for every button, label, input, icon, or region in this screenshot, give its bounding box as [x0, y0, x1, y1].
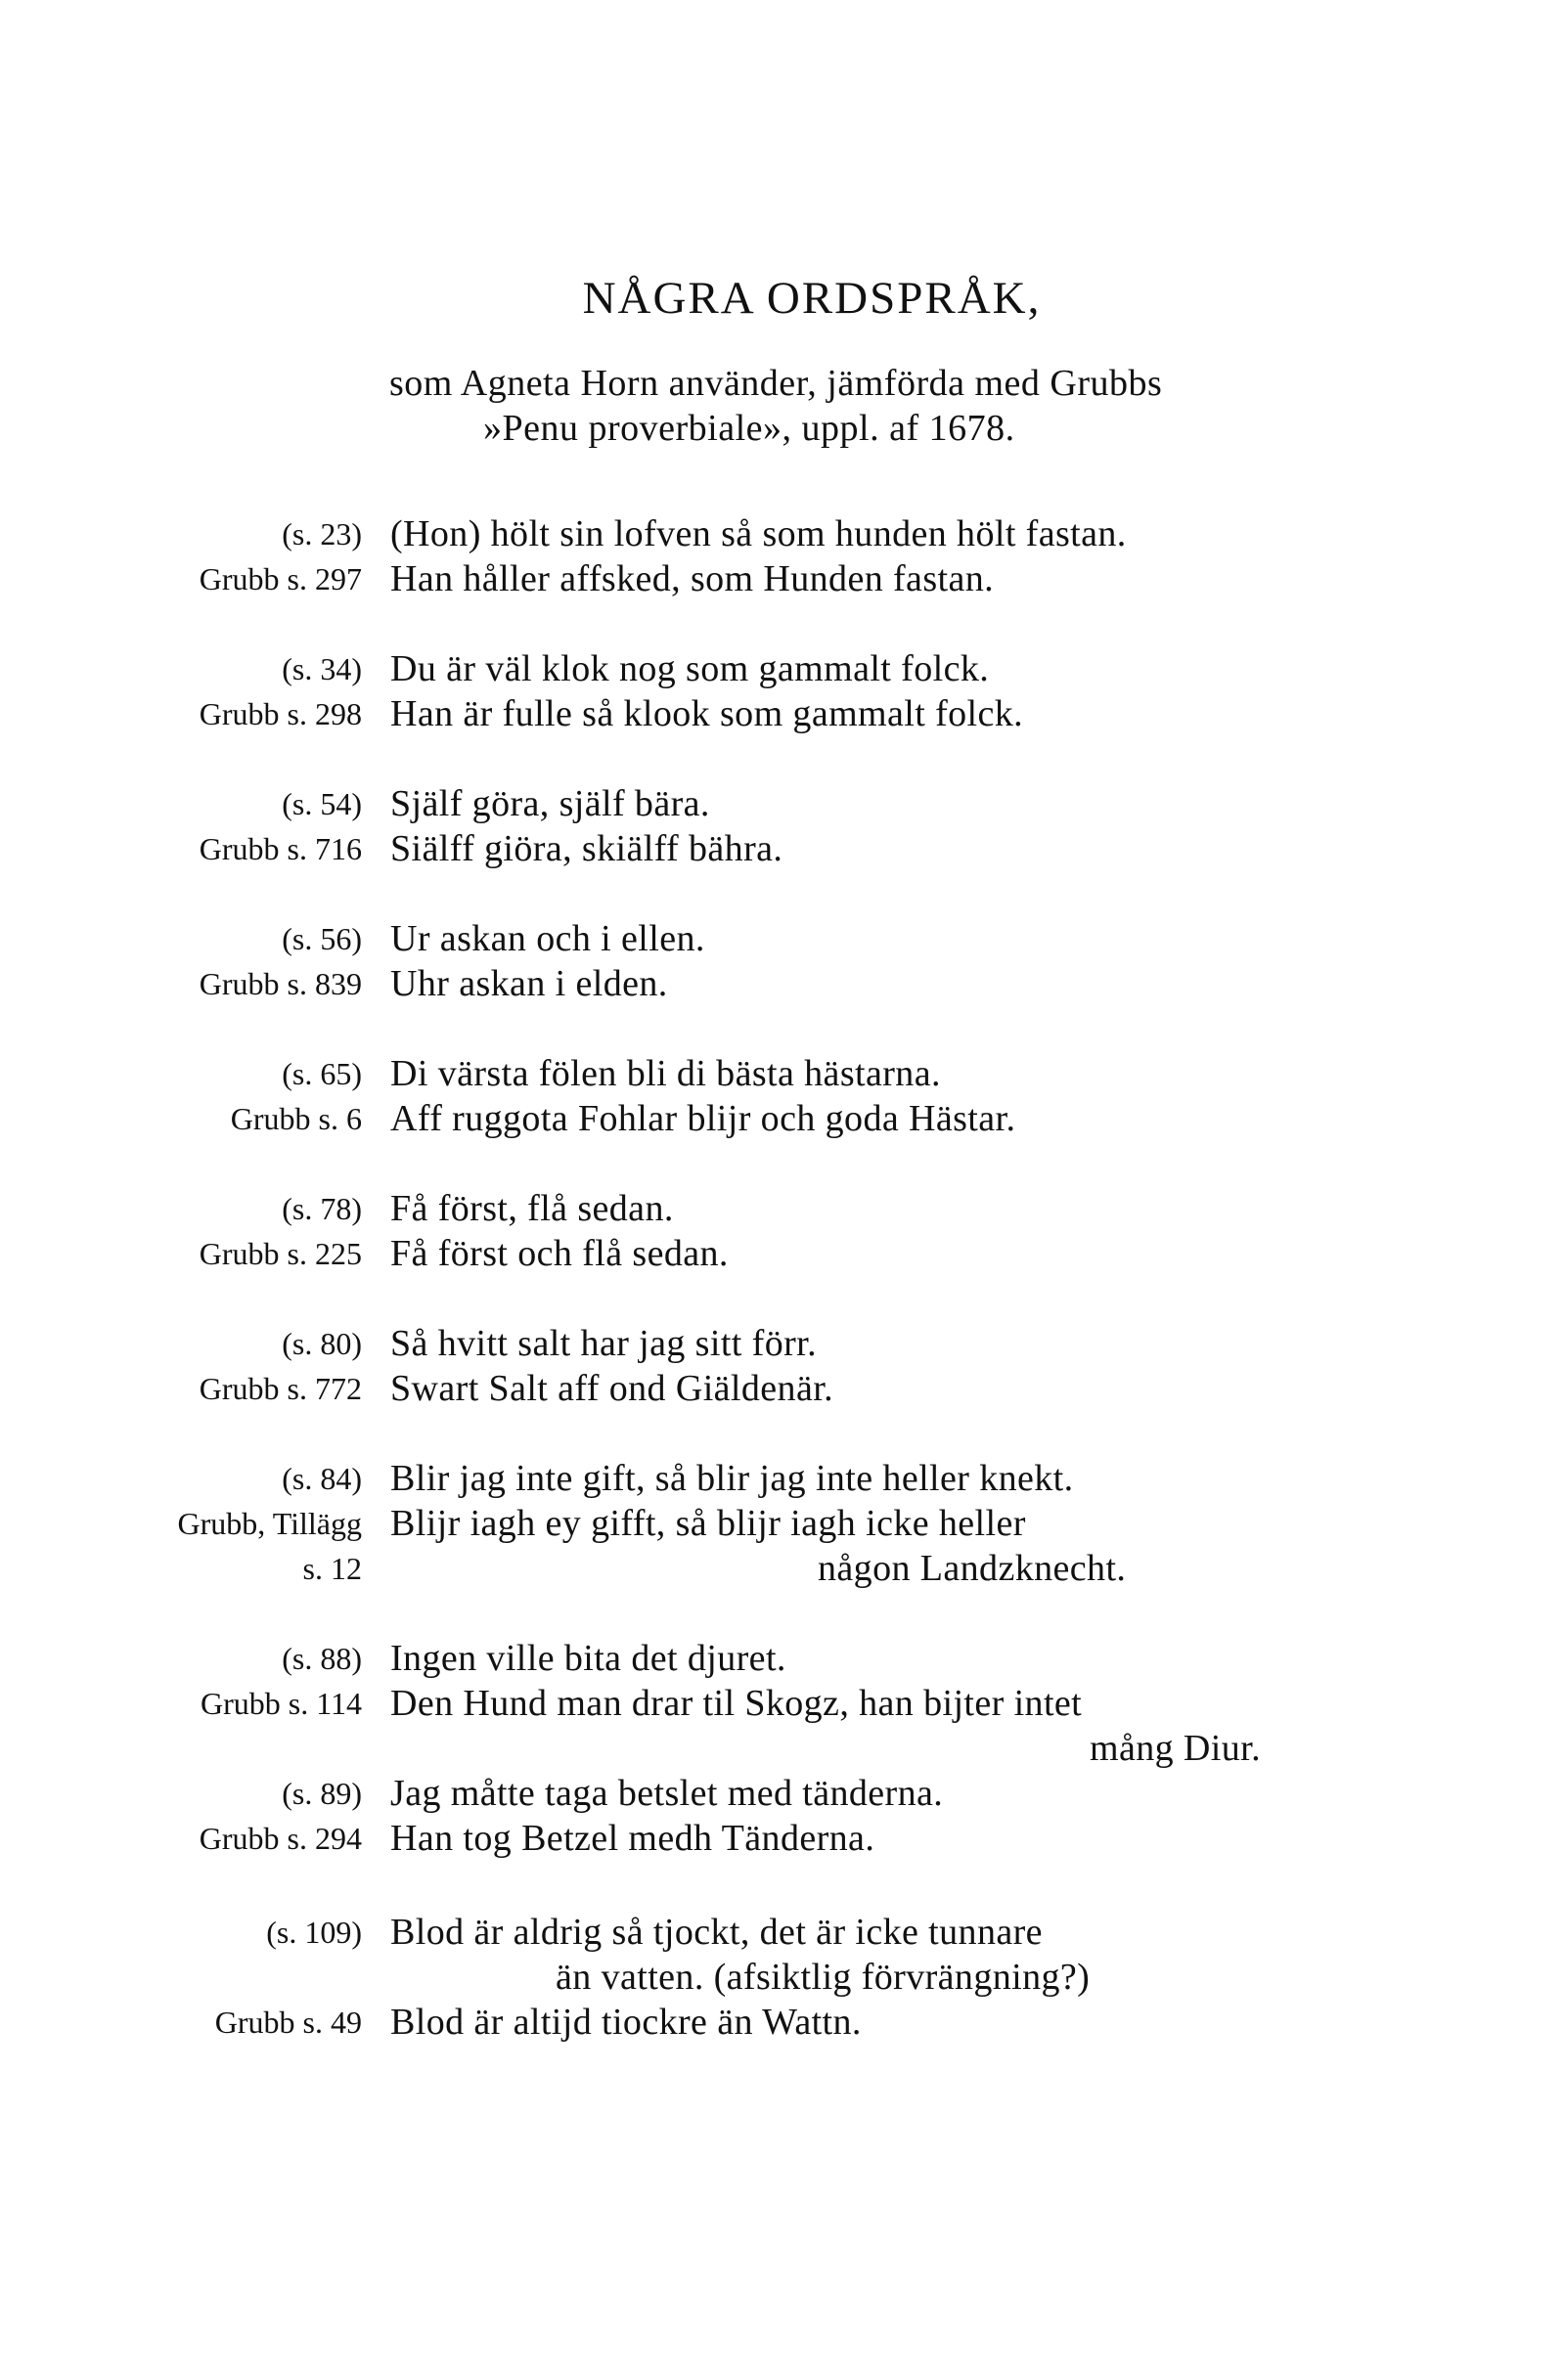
proverb-row [0, 648, 1565, 696]
proverb-text-continued: än vatten. (afsiktlig förvrängning?) [556, 1957, 1091, 1998]
source-reference: (s. 78) [282, 1191, 362, 1226]
source-reference: Grubb s. 716 [199, 831, 362, 866]
proverb-text-continued: mång Diur. [1090, 1728, 1261, 1769]
page-title: NÅGRA ORDSPRÅK, [582, 273, 1042, 324]
source-reference: (s. 88) [282, 1641, 362, 1676]
source-reference: Grubb s. 298 [199, 696, 362, 731]
source-reference: (s. 54) [282, 786, 362, 821]
proverb-text: Ingen ville bita det djuret. [390, 1638, 786, 1679]
source-reference: Grubb s. 49 [214, 2005, 362, 2040]
source-reference: (s. 109) [266, 1915, 362, 1950]
source-reference: (s. 23) [282, 516, 362, 551]
proverb-row [0, 1323, 1565, 1371]
source-reference: (s. 80) [282, 1326, 362, 1361]
proverb-row [0, 1683, 1565, 1731]
subtitle-line-1: som Agneta Horn använder, jämförda med Grubbs [389, 363, 1163, 404]
source-reference: s. 12 [302, 1551, 362, 1586]
proverb-text: Få först, flå sedan. [390, 1188, 674, 1229]
proverb-row [0, 963, 1565, 1011]
proverb-text: Du är väl klok nog som gammalt folck. [390, 648, 990, 689]
source-reference: Grubb s. 6 [230, 1101, 362, 1136]
proverb-row [0, 1053, 1565, 1101]
proverb-text: Blod är aldrig så tjockt, det är icke tunnare [390, 1912, 1043, 1953]
proverb-text: Aff ruggota Fohlar blijr och goda Hästar. [390, 1098, 1016, 1139]
proverb-text: Han är fulle så klook som gammalt folck. [390, 693, 1024, 734]
proverb-row [0, 2002, 1565, 2049]
proverb-row [0, 1638, 1565, 1686]
source-reference: Grubb s. 294 [199, 1821, 362, 1856]
proverb-row [0, 918, 1565, 966]
proverb-row [0, 513, 1565, 561]
source-reference: Grubb s. 225 [199, 1236, 362, 1271]
proverb-row [0, 1773, 1565, 1821]
proverb-text: Di värsta fölen bli di bästa hästarna. [390, 1053, 941, 1094]
proverb-text: Så hvitt salt har jag sitt förr. [390, 1323, 818, 1364]
source-reference: Grubb s. 114 [200, 1686, 362, 1721]
proverb-text: Den Hund man drar til Skogz, han bijter intet [390, 1683, 1083, 1724]
proverb-text-continued: någon Landzknecht. [818, 1548, 1127, 1589]
source-reference: (s. 89) [282, 1776, 362, 1811]
proverb-row [0, 1957, 1565, 2005]
proverb-row [0, 1818, 1565, 1866]
proverb-row [0, 1188, 1565, 1236]
source-reference: (s. 56) [282, 921, 362, 956]
proverb-row [0, 1912, 1565, 1960]
proverb-row [0, 693, 1565, 741]
subtitle-line-2: »Penu proverbiale», uppl. af 1678. [483, 408, 1015, 449]
source-reference: (s. 34) [282, 651, 362, 686]
proverb-row [0, 1233, 1565, 1281]
proverb-text: Blod är altijd tiockre än Wattn. [390, 2002, 862, 2043]
proverb-row [0, 1548, 1565, 1596]
proverb-row [0, 1458, 1565, 1506]
proverb-text: Swart Salt aff ond Giäldenär. [390, 1368, 834, 1409]
proverb-text: Jag måtte taga betslet med tänderna. [390, 1773, 944, 1814]
proverb-text: Få först och flå sedan. [390, 1233, 729, 1274]
proverb-text: Blir jag inte gift, så blir jag inte heller knekt. [390, 1458, 1074, 1499]
proverb-row [0, 558, 1565, 606]
proverb-text: Uhr askan i elden. [390, 963, 668, 1004]
source-reference: (s. 65) [282, 1056, 362, 1091]
source-reference: Grubb s. 772 [199, 1371, 362, 1406]
proverb-row [0, 1728, 1565, 1776]
source-reference: Grubb s. 839 [199, 966, 362, 1001]
proverb-text: (Hon) hölt sin lofven så som hunden hölt fastan. [390, 513, 1127, 554]
source-reference: Grubb s. 297 [199, 561, 362, 596]
proverb-row [0, 1098, 1565, 1146]
source-reference: Grubb, Tillägg [177, 1506, 362, 1541]
proverb-text: Blijr iagh ey gifft, så blijr iagh icke heller [390, 1503, 1026, 1544]
proverb-row [0, 1368, 1565, 1416]
proverb-row [0, 783, 1565, 831]
source-reference: (s. 84) [282, 1461, 362, 1496]
proverb-row [0, 828, 1565, 876]
proverb-text: Siälff giöra, skiälff bähra. [390, 828, 783, 869]
proverb-row [0, 1503, 1565, 1551]
proverb-text: Han tog Betzel medh Tänderna. [390, 1818, 875, 1859]
proverb-text: Själf göra, själf bära. [390, 783, 710, 824]
proverb-text: Ur askan och i ellen. [390, 918, 705, 959]
proverb-text: Han håller affsked, som Hunden fastan. [390, 558, 995, 599]
